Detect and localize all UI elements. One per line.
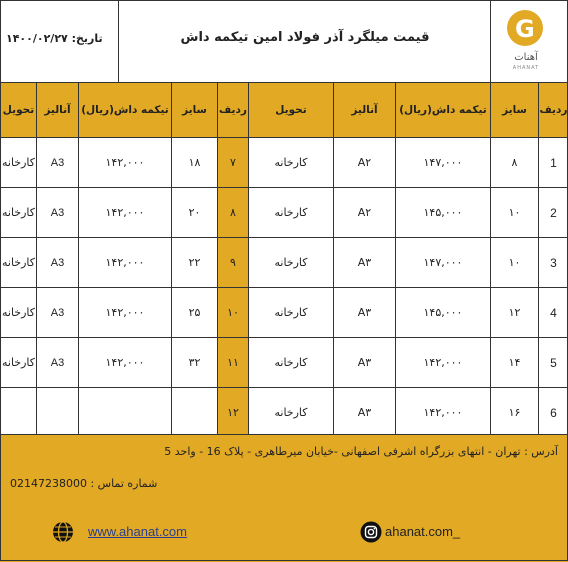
delivery-cell: کارخانه [1, 338, 37, 388]
price-cell: ۱۴۲,۰۰۰ [79, 138, 172, 188]
delivery-cell: کارخانه [1, 138, 37, 188]
header-cell: سایز [172, 83, 218, 138]
header-cell: ردیف [539, 83, 568, 138]
analysis-cell: A3 [37, 138, 79, 188]
size-cell: ۲۰ [172, 188, 218, 238]
size-cell: ۲۵ [172, 288, 218, 338]
delivery-cell: کارخانه [249, 338, 334, 388]
header-cell: تیکمه داش(ریال) [79, 83, 172, 138]
header-cell: سایز [491, 83, 539, 138]
size-cell: ۳۲ [172, 338, 218, 388]
size-cell: ۸ [491, 138, 539, 188]
row-number-cell: 5 [539, 338, 568, 388]
row-number-cell: ۱۲ [218, 388, 249, 438]
logo-g-icon: G [515, 15, 535, 43]
analysis-cell: A۳ [334, 288, 396, 338]
row-number-cell: 3 [539, 238, 568, 288]
row-number-cell: ۱۱ [218, 338, 249, 388]
page-title: قیمت میلگرد آذر فولاد امین تیکمه داش [130, 30, 480, 45]
analysis-cell: A3 [37, 338, 79, 388]
price-cell: ۱۴۵,۰۰۰ [396, 288, 491, 338]
size-cell: ۲۲ [172, 238, 218, 288]
price-cell: ۱۴۷,۰۰۰ [396, 138, 491, 188]
header-cell: آنالیز [37, 83, 79, 138]
delivery-cell: کارخانه [249, 188, 334, 238]
row-number-cell: 2 [539, 188, 568, 238]
analysis-cell: A۲ [334, 188, 396, 238]
price-cell: ۱۴۲,۰۰۰ [396, 338, 491, 388]
price-cell: ۱۴۲,۰۰۰ [79, 338, 172, 388]
row-number-cell: ۸ [218, 188, 249, 238]
price-cell: ۱۴۷,۰۰۰ [396, 238, 491, 288]
analysis-cell: A3 [37, 238, 79, 288]
delivery-cell: کارخانه [1, 238, 37, 288]
analysis-cell: A۳ [334, 338, 396, 388]
row-number-cell: ۱۰ [218, 288, 249, 338]
date-label: تاریخ: ۱۴۰۰/۰۲/۲۷ [6, 32, 114, 45]
delivery-cell: کارخانه [1, 288, 37, 338]
price-cell: ۱۴۵,۰۰۰ [396, 188, 491, 238]
phone-text: شماره تماس : 02147238000 [10, 477, 310, 490]
row-number-cell: ۷ [218, 138, 249, 188]
row-number-cell: 6 [539, 388, 568, 438]
address-text: آدرس : تهران - انتهای بزرگراه اشرفی اصفهانی -خیابان میرطاهری - پلاک 16 - واحد 5 [10, 443, 558, 461]
price-cell: ۱۴۲,۰۰۰ [79, 188, 172, 238]
size-cell: ۱۴ [491, 338, 539, 388]
delivery-cell: کارخانه [249, 138, 334, 188]
logo-subtext: AHANAT [504, 65, 548, 71]
row-number-cell: 1 [539, 138, 568, 188]
delivery-cell: کارخانه [1, 188, 37, 238]
price-cell: ۱۴۲,۰۰۰ [79, 288, 172, 338]
size-cell: ۱۸ [172, 138, 218, 188]
size-cell: ۱۶ [491, 388, 539, 438]
analysis-cell: A۳ [334, 388, 396, 438]
analysis-cell: A3 [37, 288, 79, 338]
header-cell: تیکمه داش(ریال) [396, 83, 491, 138]
analysis-cell: A۲ [334, 138, 396, 188]
website-link[interactable]: www.ahanat.com [88, 524, 187, 539]
price-cell: ۱۴۲,۰۰۰ [79, 238, 172, 288]
size-cell: ۱۰ [491, 238, 539, 288]
price-cell: ۱۴۲,۰۰۰ [396, 388, 491, 438]
logo-text: آهنات [504, 52, 548, 63]
header-cell: ردیف [218, 83, 249, 138]
row-number-cell: 4 [539, 288, 568, 338]
header-cell: تحویل [1, 83, 37, 138]
header-cell: تحویل [249, 83, 334, 138]
delivery-cell: کارخانه [249, 288, 334, 338]
delivery-cell: کارخانه [249, 238, 334, 288]
size-cell: ۱۰ [491, 188, 539, 238]
size-cell: ۱۲ [491, 288, 539, 338]
analysis-cell: A۳ [334, 238, 396, 288]
row-number-cell: ۹ [218, 238, 249, 288]
analysis-cell: A3 [37, 188, 79, 238]
header-cell: آنالیز [334, 83, 396, 138]
delivery-cell: کارخانه [249, 388, 334, 438]
instagram-handle[interactable]: ahanat.com_ [385, 524, 460, 539]
